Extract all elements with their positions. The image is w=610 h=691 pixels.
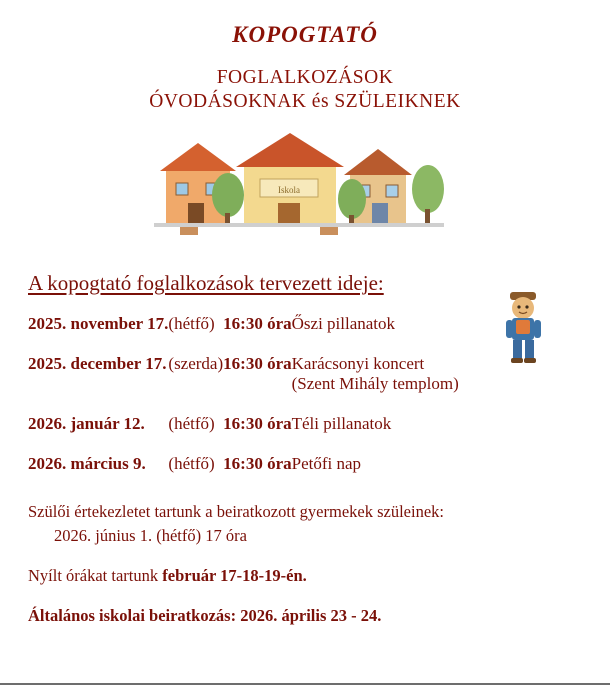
schedule-day: (hétfő) bbox=[168, 313, 215, 333]
table-row bbox=[28, 414, 459, 454]
schedule-event-title: Őszi pillanatok bbox=[291, 313, 396, 333]
school-houses-illustration bbox=[140, 123, 470, 243]
wooden-doll-figure bbox=[496, 290, 552, 364]
parents-meeting-note bbox=[28, 500, 610, 548]
schedule-event-title: Petőfi nap bbox=[291, 453, 362, 473]
schedule-event bbox=[292, 454, 459, 494]
schedule-date: 2026. január 12. bbox=[28, 413, 145, 433]
enrollment-note: Általános iskolai beiratkozás: 2026. április 23 - 24. bbox=[28, 605, 382, 625]
schedule-event-title: Karácsonyi koncert bbox=[291, 353, 425, 373]
schedule-day: (szerda) bbox=[168, 353, 224, 373]
page-subtitle bbox=[0, 66, 610, 115]
schedule-event bbox=[292, 414, 459, 454]
section-heading: A kopogtató foglalkozások tervezett ideje: bbox=[28, 270, 384, 295]
bottom-divider bbox=[0, 683, 610, 685]
open-days-prefix: Nyílt órákat tartunk bbox=[28, 565, 163, 585]
schedule-event bbox=[292, 354, 459, 414]
parents-meeting-line-2: 2026. június 1. (hétfő) 17 óra bbox=[54, 525, 247, 545]
table-row bbox=[28, 354, 459, 414]
svg-text:Iskola: Iskola bbox=[278, 184, 300, 195]
schedule-time: 16:30 óra bbox=[223, 413, 292, 433]
schedule-event-subtitle: (Szent Mihály templom) bbox=[291, 373, 459, 393]
schedule-table bbox=[28, 314, 459, 494]
poster-page bbox=[0, 22, 610, 691]
schedule-event-title: Téli pillanatok bbox=[291, 413, 392, 433]
subtitle-line-1: FOGLALKOZÁSOK bbox=[216, 67, 394, 88]
subtitle-line-2: ÓVODÁSOKNAK és SZÜLEIKNEK bbox=[149, 91, 461, 113]
parents-meeting-line-1: Szülői értekezletet tartunk a beiratkozott gyermekek szüleinek: bbox=[28, 501, 444, 521]
schedule-time: 16:30 óra bbox=[223, 453, 292, 473]
table-row bbox=[28, 454, 459, 494]
schedule-time: 16:30 óra bbox=[223, 313, 292, 333]
open-days-dates: február 17-18-19-én. bbox=[162, 565, 307, 585]
page-title: KOPOGTATÓ bbox=[232, 22, 378, 47]
schedule-time: 16:30 óra bbox=[223, 353, 292, 373]
schedule-date: 2025. december 17. bbox=[28, 353, 167, 373]
schedule-event bbox=[292, 314, 459, 354]
open-days-note bbox=[28, 564, 610, 588]
notes-section bbox=[28, 500, 610, 628]
schedule-day: (hétfő) bbox=[168, 453, 215, 473]
schedule-date: 2025. november 17. bbox=[28, 313, 169, 333]
schedule-day: (hétfő) bbox=[168, 413, 215, 433]
schedule-date: 2026. március 9. bbox=[28, 453, 146, 473]
table-row bbox=[28, 314, 459, 354]
